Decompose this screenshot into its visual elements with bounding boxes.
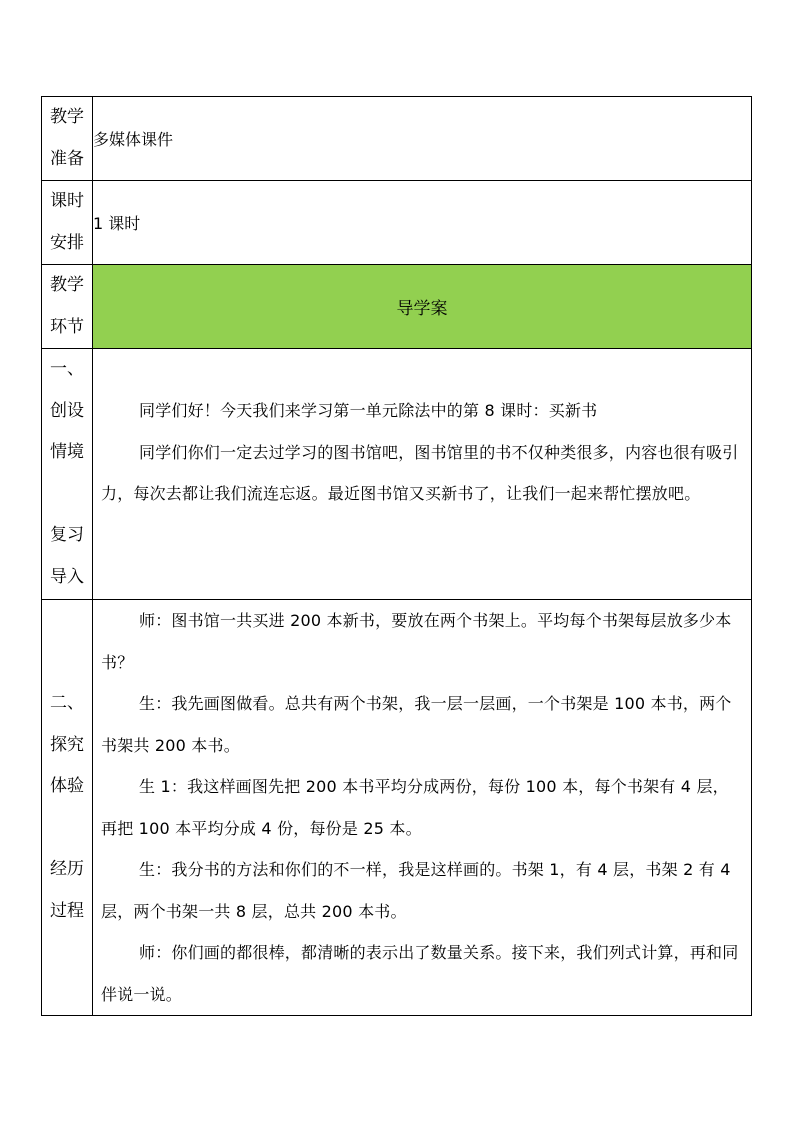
label-line: 体验 <box>50 776 84 796</box>
label-line: 经历 <box>50 859 84 879</box>
row-content: 1 课时 <box>93 181 752 265</box>
paragraph: 师：图书馆一共买进 200 本新书，要放在两个书架上。平均每个书架每层放多少本书？ <box>101 611 732 672</box>
row-content <box>93 600 752 1016</box>
label-line: 准备 <box>50 148 84 169</box>
paragraph: 同学们你们一定去过学习的图书馆吧，图书馆里的书不仅种类很多，内容也很有吸引力，每次去都让我们流连忘返。最近图书馆又买新书了，让我们一起来帮忙摆放吧。 <box>101 442 739 503</box>
label-line: 一、 <box>50 359 84 379</box>
label-line: 教学 <box>50 107 84 127</box>
label-line <box>42 474 92 516</box>
row-teaching-phase <box>42 265 752 349</box>
label-line: 安排 <box>50 232 84 253</box>
row-class-hours <box>42 181 752 265</box>
label-line: 创设 <box>50 400 84 421</box>
label-line <box>42 642 92 684</box>
row-content: 多媒体课件 <box>93 97 752 181</box>
row-content <box>93 349 752 600</box>
label-line: 情境 <box>50 442 84 462</box>
row-explore <box>42 600 752 1016</box>
row-label <box>42 181 93 265</box>
label-line: 导入 <box>50 566 84 587</box>
section-header: 导学案 <box>93 265 752 349</box>
paragraph: 生 1：我这样画图先把 200 本书平均分成两份，每份 100 本，每个书架有 4 层，再把 100 本平均分成 4 份，每份是 25 本。 <box>101 777 729 838</box>
paragraph: 生：我先画图做看。总共有两个书架，我一层一层画，一个书架是 100 本书，两个书架共 200 本书。 <box>101 694 732 755</box>
label-line <box>42 600 92 642</box>
row-label <box>42 97 93 181</box>
label-line <box>42 808 92 850</box>
row-teaching-preparation <box>42 97 752 181</box>
paragraph: 师：你们画的都很棒，都清晰的表示出了数量关系。接下来，我们列式计算，再和同伴说一说。 <box>101 943 739 1004</box>
row-label <box>42 265 93 349</box>
row-intro <box>42 349 752 600</box>
label-line: 复习 <box>50 525 84 545</box>
label-line: 课时 <box>50 191 84 211</box>
lesson-plan-table <box>41 96 752 1016</box>
label-line: 探究 <box>50 734 84 755</box>
paragraph: 生：我分书的方法和你们的不一样，我是这样画的。书架 1，有 4 层，书架 2 有 4 层，两个书架一共 8 层，总共 200 本书。 <box>101 860 731 921</box>
row-label <box>42 600 93 1016</box>
label-line: 过程 <box>50 900 84 921</box>
label-line: 教学 <box>50 275 84 295</box>
label-line: 二、 <box>50 693 84 713</box>
row-label <box>42 349 93 600</box>
label-line: 环节 <box>50 316 84 337</box>
paragraph: 同学们好！今天我们来学习第一单元除法中的第 8 课时：买新书 <box>139 401 598 420</box>
